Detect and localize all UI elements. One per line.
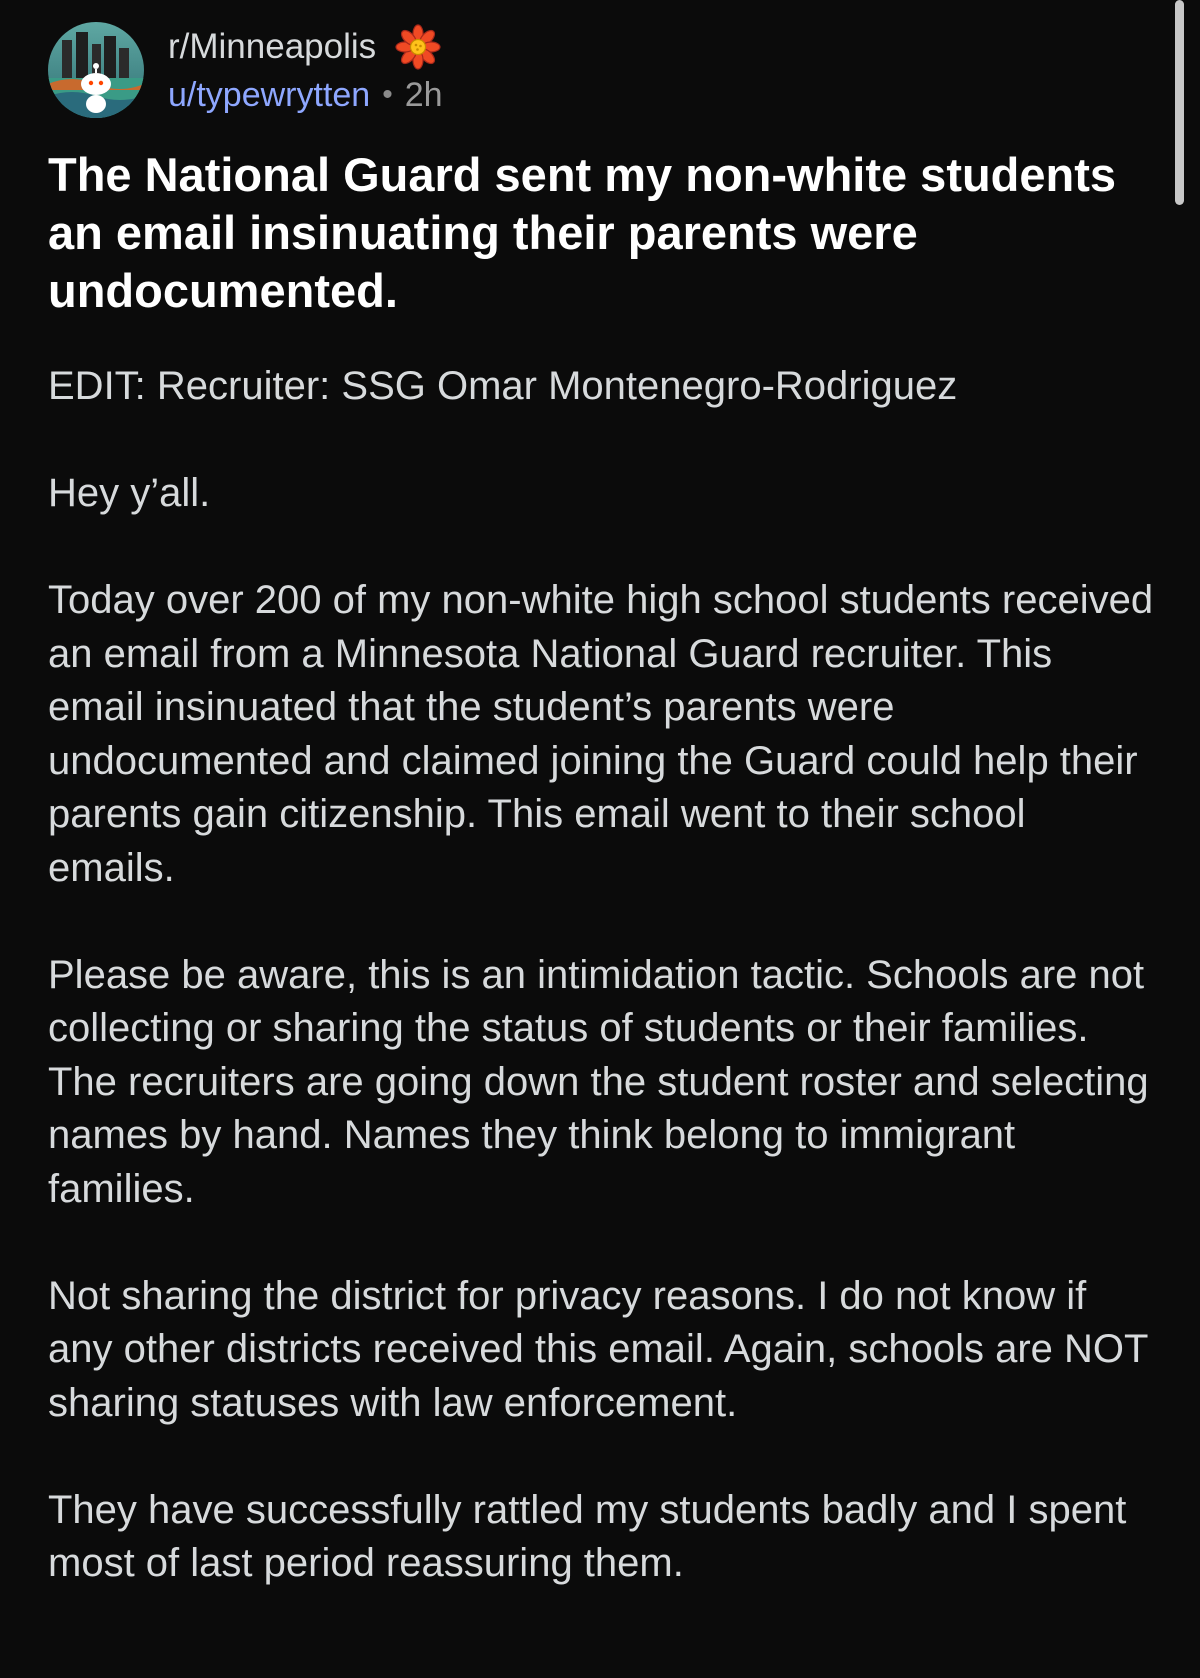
subreddit-row — [168, 22, 443, 72]
post-body — [48, 360, 1165, 1644]
subreddit-link[interactable]: r/Minneapolis — [168, 27, 377, 66]
author-row — [168, 72, 443, 118]
scrollbar-thumb[interactable] — [1175, 0, 1184, 205]
post-age: 2h — [404, 75, 443, 114]
post-meta — [168, 22, 443, 118]
body-greeting: Hey y’all. — [48, 471, 211, 515]
post-header — [48, 20, 443, 120]
body-paragraph-2: Please be aware, this is an intimidation tactic. Schools are not collecting or sharing the status of students or their families. The recruiters are going down the student roster and selecting names by hand. Names they think belong to immigrant families. — [48, 952, 1160, 1211]
edit-line: EDIT: Recruiter: SSG Omar Montenegro-Rodriguez — [48, 364, 958, 408]
body-paragraph-4: They have successfully rattled my students badly and I spent most of last period reassuring them. — [48, 1487, 1138, 1585]
post-title[interactable]: The National Guard sent my non-white students an email insinuating their parents were undocumented. — [48, 148, 1117, 317]
author-link[interactable]: u/typewrytten — [168, 75, 371, 114]
body-paragraph-3: Not sharing the district for privacy reasons. I do not know if any other districts received this email. Again, schools are NOT sharing statuses with law enforcement. — [48, 1273, 1159, 1425]
flower-icon — [394, 23, 442, 71]
separator-dot: • — [382, 78, 393, 111]
body-paragraph-1: Today over 200 of my non-white high school students received an email from a Minnesota National Guard recruiter. This email insinuated that the student’s parents were undocumented and claimed joining the Guard could help their parents gain citizenship. This email went to their school emails. — [48, 578, 1165, 890]
subreddit-avatar-icon[interactable] — [48, 22, 144, 118]
